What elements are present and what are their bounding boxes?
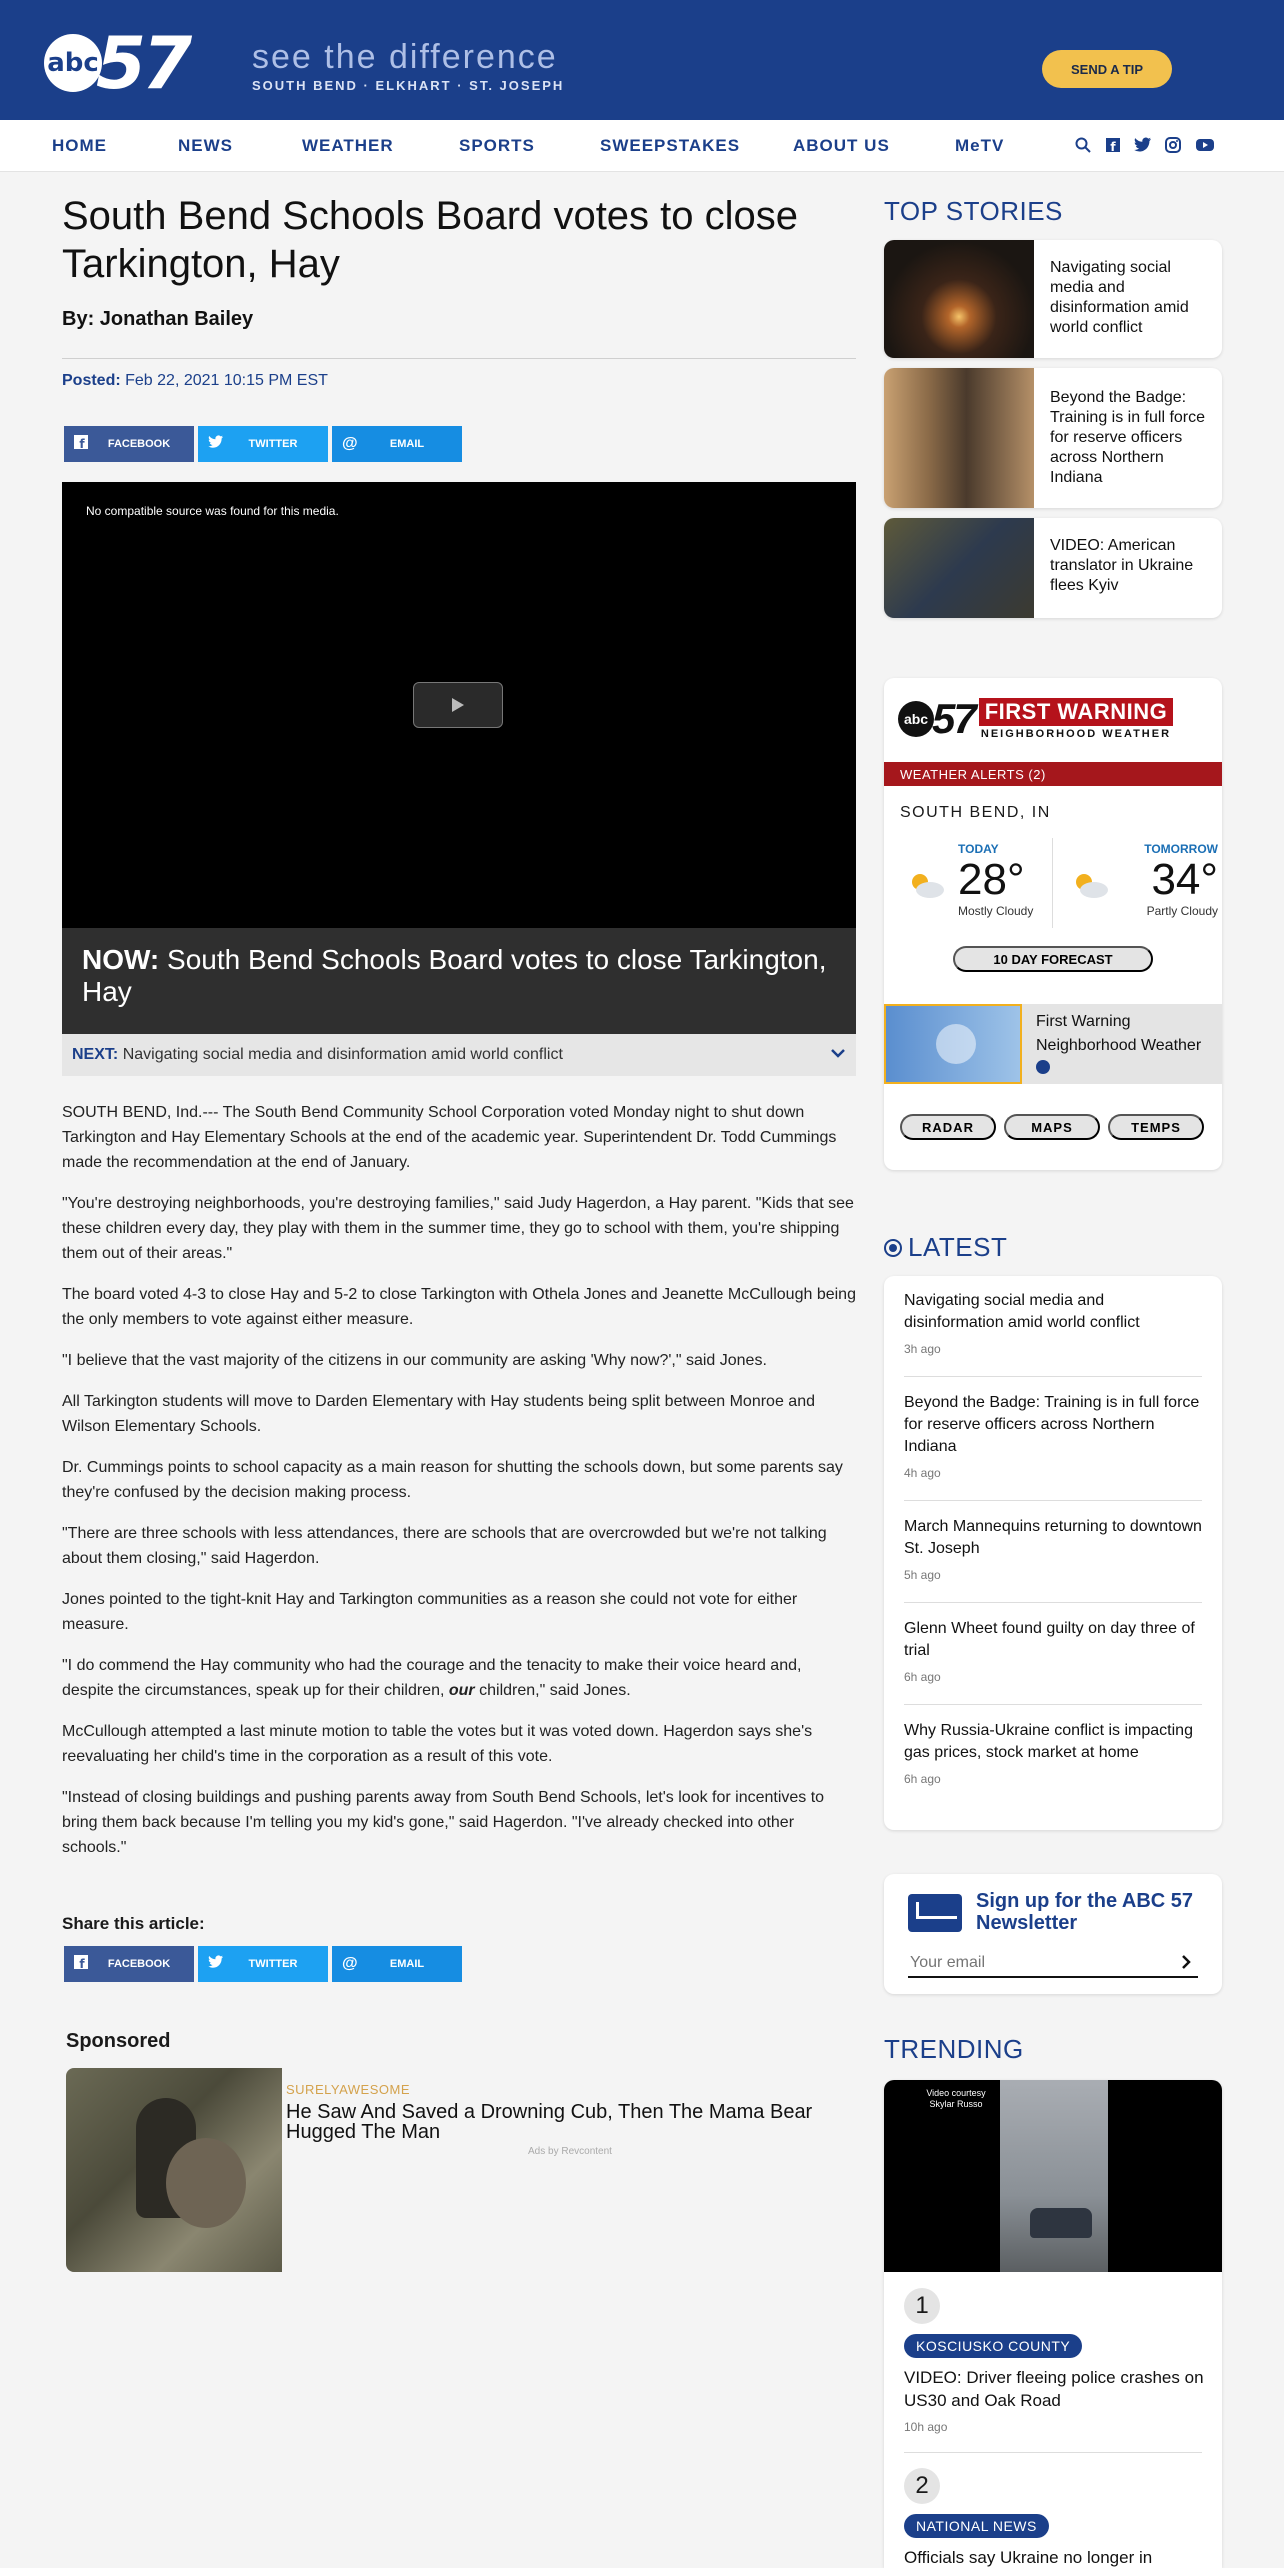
- sponsored-heading: Sponsored: [66, 2030, 171, 2052]
- article-paragraph: All Tarkington students will move to Darden Elementary with Hay students being split between Monroe and Wilson Elementary Schools.: [62, 1393, 815, 1435]
- ads-by-label[interactable]: Ads by Revcontent: [528, 2146, 612, 2157]
- main-nav: [0, 120, 1284, 172]
- latest-heading: LATEST: [908, 1232, 1008, 1262]
- instagram-icon[interactable]: [1162, 134, 1184, 156]
- youtube-icon[interactable]: [1194, 134, 1216, 156]
- weather-video-title[interactable]: First Warning Neighborhood Weather: [1036, 1013, 1202, 1054]
- play-icon: [451, 697, 465, 713]
- neighborhood-weather-label: NEIGHBORHOOD WEATHER: [980, 728, 1172, 740]
- video-caption: Video courtesy Skylar Russo: [926, 2088, 986, 2109]
- mostly-cloudy-icon: [906, 870, 946, 900]
- divider: [1052, 838, 1053, 928]
- send-a-tip-button[interactable]: SEND A TIP: [1042, 50, 1172, 88]
- video-error-message: No compatible source was found for this media.: [86, 504, 339, 518]
- share-email-label: EMAIL: [389, 438, 425, 450]
- chevron-down-icon[interactable]: [830, 1042, 846, 1063]
- paragraph-text: "I do commend the Hay community who had the courage and the tenacity to make their voice heard and, despite the circumstances, speak up for their children,: [62, 1657, 802, 1699]
- story-thumbnail[interactable]: [884, 368, 1034, 508]
- divider: [62, 358, 856, 359]
- trending-title[interactable]: VIDEO: Driver fleeing police crashes on US30 and Oak Road: [904, 2368, 1204, 2410]
- list-item[interactable]: [904, 1516, 1202, 1582]
- email-at-icon: @: [342, 435, 358, 452]
- latest-title[interactable]: Glenn Wheet found guilty on day three of trial: [904, 1620, 1195, 1659]
- paragraph-text: children," said Jones.: [479, 1682, 631, 1699]
- email-at-icon: @: [342, 1955, 358, 1972]
- today-temp: 28°: [958, 855, 1025, 904]
- posted-value: Feb 22, 2021 10:15 PM EST: [125, 372, 328, 389]
- twitter-icon[interactable]: [1132, 134, 1154, 156]
- article-byline: By: Jonathan Bailey: [62, 308, 254, 330]
- article-body: [62, 1100, 856, 1876]
- latest-time: 6h ago: [904, 1670, 941, 1684]
- twitter-icon: [208, 1955, 236, 1974]
- article-title: South Bend Schools Board votes to close Tarkington, Hay: [62, 194, 799, 286]
- nav-news[interactable]: NEWS: [178, 136, 233, 155]
- share-facebook-button[interactable]: [64, 426, 194, 462]
- radar-button[interactable]: RADAR: [900, 1114, 996, 1140]
- article-paragraph: The board voted 4-3 to close Hay and 5-2 to close Tarkington with Othela Jones and Jeanette McCullough being the only members to vote against either measure.: [62, 1286, 856, 1328]
- emphasis-word: our: [448, 1682, 475, 1699]
- latest-time: 3h ago: [904, 1342, 941, 1356]
- story-title[interactable]: Beyond the Badge: Training is in full force for reserve officers across Northern Indiana: [1050, 389, 1206, 486]
- story-thumbnail[interactable]: [884, 518, 1034, 618]
- site-logo[interactable]: [44, 21, 189, 105]
- share-email-label: EMAIL: [389, 1958, 425, 1970]
- article-paragraph: SOUTH BEND, Ind.--- The South Bend Community School Corporation voted Monday night to shut down Tarkington and Hay Elementary Schools at the end of the academic year. Superintendent Dr. Todd Cummings made the recommendation at the end of January.: [62, 1104, 837, 1171]
- trending-rank: 2: [904, 2468, 940, 2504]
- twitter-icon: [208, 435, 236, 454]
- top-story-card[interactable]: [884, 368, 1222, 508]
- list-item[interactable]: [904, 1720, 1202, 1786]
- now-label: NOW:: [82, 944, 160, 975]
- nav-about-us[interactable]: ABOUT US: [793, 136, 890, 155]
- latest-list: [884, 1276, 1222, 1830]
- partly-cloudy-icon: [1070, 870, 1110, 900]
- latest-time: 4h ago: [904, 1466, 941, 1480]
- category-badge[interactable]: KOSCIUSKO COUNTY: [904, 2334, 1082, 2358]
- maps-button[interactable]: MAPS: [1004, 1114, 1100, 1140]
- trending-video[interactable]: [884, 2080, 1222, 2272]
- article-paragraph: Jones pointed to the tight-knit Hay and Tarkington communities as a reason she could not vote for either measure.: [62, 1591, 798, 1633]
- nav-sports[interactable]: SPORTS: [459, 136, 535, 155]
- trending-list: [884, 2080, 1222, 2568]
- share-email-button[interactable]: [332, 1946, 462, 1982]
- story-title[interactable]: VIDEO: American translator in Ukraine flees Kyiv: [1050, 537, 1194, 594]
- abc-logo-circle: abc: [44, 34, 102, 92]
- tomorrow-temp: 34°: [1151, 855, 1218, 904]
- next-label: NEXT:: [72, 1046, 119, 1063]
- today-condition: Mostly Cloudy: [958, 904, 1034, 918]
- temps-button[interactable]: TEMPS: [1108, 1114, 1204, 1140]
- list-item[interactable]: [904, 1618, 1202, 1684]
- share-twitter-button[interactable]: [198, 426, 328, 462]
- svg-text:f: f: [1110, 140, 1116, 153]
- top-stories: [884, 196, 1222, 227]
- divider: [904, 1376, 1202, 1377]
- category-badge[interactable]: NATIONAL NEWS: [904, 2514, 1049, 2538]
- video-player[interactable]: [62, 482, 856, 928]
- share-article-label: Share this article:: [62, 1914, 205, 1933]
- sponsored-image[interactable]: [66, 2068, 282, 2272]
- ten-day-forecast-button[interactable]: 10 DAY FORECAST: [953, 946, 1153, 972]
- weather-links: [900, 1114, 1204, 1140]
- svg-text:f: f: [79, 1956, 85, 1969]
- divider: [904, 2452, 1202, 2453]
- nav-weather[interactable]: WEATHER: [302, 136, 394, 155]
- posted-label: Posted:: [62, 372, 121, 389]
- nav-home[interactable]: HOME: [52, 136, 107, 155]
- share-twitter-button[interactable]: [198, 1946, 328, 1982]
- weather-video-thumbnail[interactable]: [884, 1004, 1022, 1084]
- divider: [904, 1602, 1202, 1603]
- email-field[interactable]: [908, 1950, 1198, 1978]
- trending-rank: 1: [904, 2288, 940, 2324]
- share-facebook-label: FACEBOOK: [107, 1958, 171, 1970]
- site-tagline: [252, 40, 564, 93]
- tagline-text: see the difference: [252, 38, 558, 76]
- first-warning-logo: [898, 695, 1173, 742]
- share-email-button[interactable]: [332, 426, 462, 462]
- weather-widget: [884, 678, 1222, 1170]
- sponsored-source: SURELYAWESOME: [286, 2082, 411, 2097]
- story-title[interactable]: Navigating social media and disinformation amid world conflict: [1050, 259, 1189, 336]
- newsletter-signup: [884, 1874, 1222, 1994]
- list-item[interactable]: [904, 1290, 1202, 1356]
- article-paragraph: "Instead of closing buildings and pushing parents away from South Bend Schools, let's look for incentives to bring them back because I'm telling you my kid's gone," said Hagerdon. "I've already checked into other schools.": [62, 1789, 825, 1856]
- list-item[interactable]: [904, 1392, 1202, 1480]
- sponsored-title[interactable]: He Saw And Saved a Drowning Cub, Then The Mama Bear Hugged The Man: [286, 2101, 813, 2143]
- live-dot-icon: [884, 1239, 902, 1257]
- up-next-bar[interactable]: [62, 1034, 856, 1076]
- play-icon[interactable]: [1036, 1060, 1050, 1074]
- sponsored-card[interactable]: [66, 2068, 856, 2274]
- latest-section-header: [884, 1232, 1007, 1263]
- envelope-icon: [908, 1894, 962, 1932]
- share-twitter-label: TWITTER: [248, 438, 298, 450]
- share-buttons-top: [64, 426, 462, 462]
- logo-channel-number: 57: [96, 21, 189, 105]
- facebook-icon: [74, 1955, 102, 1974]
- weather-video[interactable]: [884, 1004, 1222, 1084]
- top-story-card[interactable]: [884, 240, 1222, 358]
- newsletter-heading: Sign up for the ABC 57 Newsletter: [976, 1890, 1194, 1934]
- article-paragraph: "There are three schools with less attendances, there are schools that are overcrowded but we're not talking about them closing," said Hagerdon.: [62, 1525, 827, 1567]
- article-paragraph: "You're destroying neighborhoods, you're destroying families," said Judy Hagerdon, a Hay parent. "Kids that see these children every day, they play with them in the summer time, they go to school with them, you're shipping them out of their areas.": [62, 1195, 854, 1262]
- facebook-icon[interactable]: [1102, 134, 1124, 156]
- tomorrow-condition: Partly Cloudy: [1146, 904, 1218, 918]
- article-paragraph: "I believe that the vast majority of the citizens in our community are asking 'Why now?'," said Jones.: [62, 1352, 767, 1369]
- chevron-right-icon[interactable]: [1180, 1954, 1192, 1975]
- posted-date: [62, 372, 328, 390]
- latest-title[interactable]: Navigating social media and disinformation amid world conflict: [904, 1292, 1140, 1331]
- trending-time: 10h ago: [904, 2420, 948, 2434]
- facebook-icon: [74, 435, 102, 454]
- share-buttons-bottom: [64, 1946, 462, 1982]
- play-button[interactable]: [413, 682, 503, 728]
- article-paragraph: [62, 1653, 856, 1703]
- latest-time: 5h ago: [904, 1568, 941, 1582]
- now-playing: [62, 928, 856, 1034]
- first-warning-label: FIRST WARNING: [979, 698, 1174, 726]
- svg-text:f: f: [79, 436, 85, 449]
- story-thumbnail[interactable]: [884, 240, 1034, 358]
- nav-metv[interactable]: MeTV: [955, 136, 1005, 155]
- tomorrow-label: TOMORROW: [1144, 842, 1218, 856]
- site-header: [0, 0, 1284, 120]
- trending-title[interactable]: Officials say Ukraine no longer in: [904, 2548, 1153, 2567]
- today-label: TODAY: [958, 842, 999, 856]
- search-icon[interactable]: [1072, 134, 1094, 156]
- next-title: Navigating social media and disinformation amid world conflict: [122, 1046, 563, 1063]
- divider: [904, 1704, 1202, 1705]
- latest-title[interactable]: Beyond the Badge: Training is in full force for reserve officers across Northern Indiana: [904, 1394, 1200, 1455]
- latest-title[interactable]: Why Russia-Ukraine conflict is impacting gas prices, stock market at home: [904, 1722, 1193, 1761]
- article-paragraph: McCullough attempted a last minute motion to table the votes but it was voted down. Hagerdon says she's reevaluating her child's time in the corporation as a result of this vote.: [62, 1723, 813, 1765]
- share-facebook-label: FACEBOOK: [107, 438, 171, 450]
- weather-abc-logo: abc: [898, 701, 934, 737]
- weather-alerts-bar[interactable]: WEATHER ALERTS (2): [884, 762, 1222, 786]
- latest-title[interactable]: March Mannequins returning to downtown St. Joseph: [904, 1518, 1202, 1557]
- share-twitter-label: TWITTER: [248, 1958, 298, 1970]
- now-title: South Bend Schools Board votes to close Tarkington, Hay: [82, 944, 827, 1007]
- article-paragraph: Dr. Cummings points to school capacity as a main reason for shutting the schools down, but some parents say they're confused by the decision making process.: [62, 1459, 843, 1501]
- share-facebook-button[interactable]: [64, 1946, 194, 1982]
- tagline-cities: SOUTH BEND · ELKHART · ST. JOSEPH: [252, 78, 565, 93]
- latest-time: 6h ago: [904, 1772, 941, 1786]
- nav-sweepstakes[interactable]: SWEEPSTAKES: [600, 136, 741, 155]
- top-stories-heading: TOP STORIES: [884, 196, 1063, 226]
- divider: [904, 1500, 1202, 1501]
- weather-logo-number: 57: [932, 695, 975, 742]
- weather-location: SOUTH BEND, IN: [900, 804, 1051, 821]
- trending-heading: TRENDING: [884, 2034, 1024, 2064]
- top-story-card[interactable]: [884, 518, 1222, 618]
